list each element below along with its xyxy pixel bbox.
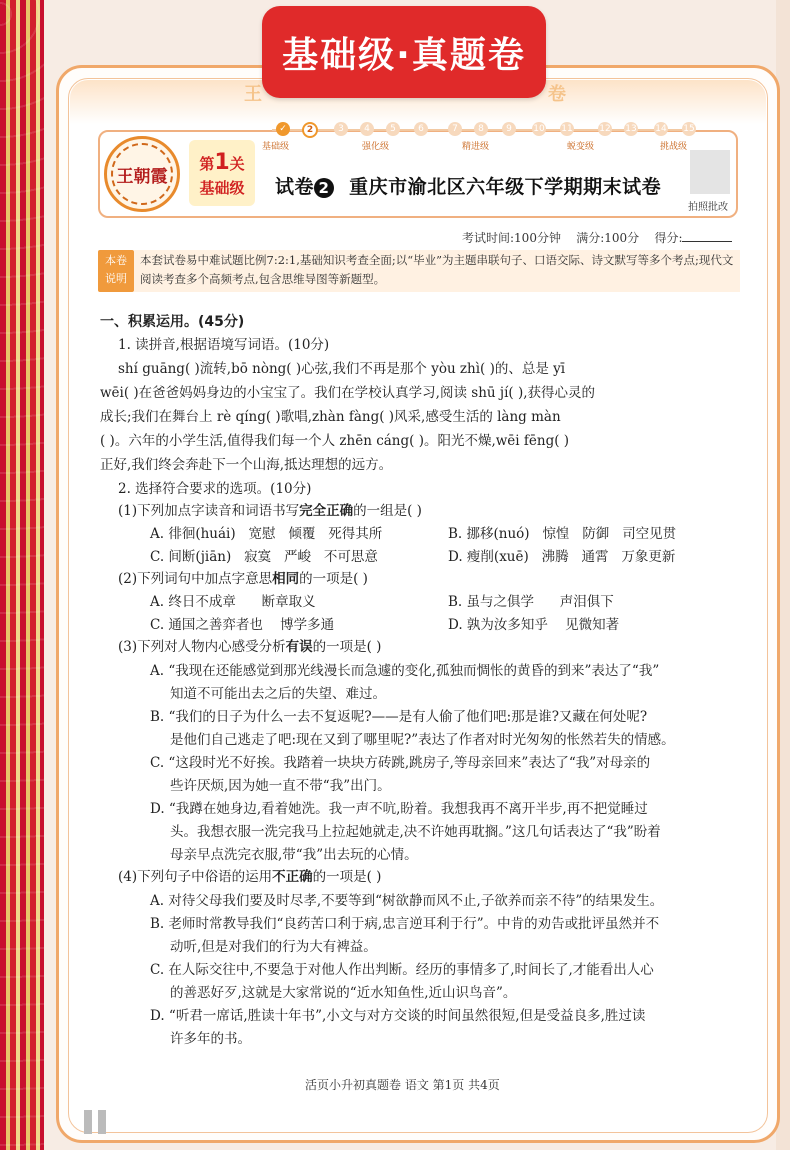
sub-question-text: (4)下列句子中俗语的运用 (118, 869, 273, 885)
level-badge (189, 140, 255, 206)
sub-question-1 (118, 499, 422, 519)
exam-title (275, 172, 661, 199)
stage-label: 蜕变级 (567, 142, 595, 152)
level-number: 1 (214, 150, 230, 175)
progress-step: 11 (561, 124, 573, 134)
binding-tabs (84, 1110, 116, 1134)
ghost-text-right: 卷 (548, 84, 566, 105)
exam-prefix: 试卷 (275, 176, 315, 198)
option-line: 些许厌烦,因为她一直不带“我”出门。 (170, 778, 391, 794)
note-tag-line1: 本卷 (105, 254, 127, 267)
level-progress-track (262, 122, 695, 152)
progress-step: 15 (683, 124, 695, 134)
question-1-line: 正好,我们终会奔赴下一个山海,抵达理想的远方。 (100, 457, 393, 473)
option-line: 知道不可能出去之后的失望、难过。 (170, 686, 386, 702)
option-line[interactable]: B. “我们的日子为什么一去不复返呢?——是有人偷了他们吧:那是谁?又藏在何处呢? (150, 709, 648, 725)
level-suffix: 关 (229, 155, 245, 173)
progress-step: 3 (334, 122, 348, 136)
option-line[interactable]: C. 在人际交往中,不要急于对他人作出判断。经历的事情多了,时间长了,才能看出人心 (150, 962, 654, 978)
progress-step: ✓ (276, 122, 290, 136)
sub-question-emphasis: 有误 (285, 639, 313, 655)
question-1-line: shí guāng( )流转,bō nòng( )心弦,我们不再是那个 yòu zhì( )的、总是 yī (118, 361, 566, 377)
exam-full-score: 满分:100分 (576, 231, 640, 245)
option-c[interactable]: C. 通国之善弈者也 博学多通 (150, 617, 335, 633)
section-title: 一、积累运用。(45分) (100, 314, 245, 330)
question-1-line: wēi( )在爸爸妈妈身边的小宝宝了。我们在学校认真学习,阅读 shū jí( ),获得心灵的 (100, 385, 595, 401)
option-line[interactable]: D. “听君一席话,胜读十年书”,小文与对方交谈的时间虽然很短,但是受益良多,胜过读 (150, 1008, 646, 1024)
sub-question-2 (118, 567, 368, 587)
sub-question-text: 的一项是( ) (312, 869, 382, 885)
sub-question-text: 的一项是( ) (299, 571, 368, 587)
option-line: 的善恶好歹,这就是大家常说的“近水知鱼性,近山识鸟音”。 (170, 985, 517, 1001)
qr-caption: 拍照批改 (688, 202, 728, 213)
level-name: 基础级 (199, 179, 245, 197)
stage-label: 精进级 (462, 142, 490, 152)
exam-number-badge: 2 (314, 178, 334, 198)
option-line: 母亲早点洗完衣服,带“我”出去玩的心情。 (170, 847, 418, 863)
option-line: 头。我想衣服一洗完我马上拉起她就走,决不许她再耽搁。”这几句话表达了“我”盼着 (170, 824, 661, 840)
score-field[interactable] (682, 241, 732, 242)
option-line[interactable]: D. “我蹲在她身边,看着她洗。我一声不吭,盼着。我想我再不离开半步,再不把觉睡过 (150, 801, 648, 817)
progress-step: 14 (655, 124, 667, 134)
option-a[interactable]: A. 终日不成章 断章取义 (150, 594, 316, 610)
option-line[interactable]: B. 老师时常教导我们“良药苦口利于病,忠言逆耳利于行”。中肯的劝告或批评虽然并不 (150, 916, 660, 932)
option-line: 是他们自己逃走了吧:现在又到了哪里呢?”表达了作者对时光匆匆的怅然若失的情感。 (170, 732, 675, 748)
note-tag (98, 250, 134, 292)
ghost-text-left: 王 (244, 84, 262, 105)
page-footer: 活页小升初真题卷 语文 第1页 共4页 (305, 1078, 500, 1092)
exam-meta (462, 229, 732, 246)
exam-time: 考试时间:100分钟 (462, 231, 561, 245)
option-line: 许多年的书。 (170, 1031, 251, 1047)
sub-question-text: (3)下列对人物内心感受分析 (118, 639, 286, 655)
sub-question-emphasis: 完全正确 (299, 503, 354, 519)
progress-step: 4 (360, 122, 374, 136)
progress-step: 10 (533, 124, 545, 134)
progress-step: 6 (414, 122, 428, 136)
note-text: 本套试卷易中难试题比例7:2:1,基础知识考查全面;以“毕业”为主题串联句子、口语交际、诗文默写等多个考点;现代文阅读考查多个高频考点,包含思维导图等新题型。 (134, 250, 740, 292)
sub-question-text: (2)下列词句中加点字意思 (118, 571, 273, 587)
sub-question-emphasis: 不正确 (272, 869, 313, 885)
option-b[interactable]: B. 虽与之俱学 声泪俱下 (448, 594, 614, 610)
option-line[interactable]: A. 对待父母我们要及时尽孝,不要等到“树欲静而风不止,子欲养而亲不待”的结果发生。 (150, 893, 664, 909)
sub-question-4 (118, 865, 381, 885)
progress-step: 13 (625, 124, 637, 134)
question-1-title: 1. 读拼音,根据语境写词语。(10分) (118, 337, 330, 353)
title-banner (262, 6, 546, 98)
sub-question-text: (1)下列加点字读音和词语书写 (118, 503, 300, 519)
note-tag-line2: 说明 (105, 272, 127, 285)
stage-label: 挑战级 (660, 142, 688, 152)
score-label: 得分: (654, 231, 683, 245)
option-line[interactable]: A. “我现在还能感觉到那光线漫长而急遽的变化,孤独而惆怅的黄昏的到来”表达了“我” (150, 663, 660, 679)
option-a[interactable]: A. 徘徊(huái) 宽慰 倾覆 死得其所 (150, 526, 383, 542)
option-c[interactable]: C. 间断(jiān) 寂寞 严峻 不可思意 (150, 549, 378, 565)
stage-label: 强化级 (362, 142, 390, 152)
sub-question-emphasis: 相同 (272, 571, 300, 587)
sub-question-text: 的一组是( ) (353, 503, 422, 519)
option-d[interactable]: D. 孰为汝多知乎 见微知著 (448, 617, 620, 633)
banner-title: 基础级·真题卷 (282, 34, 526, 76)
progress-step: 7 (448, 122, 462, 136)
logo-ring-icon (111, 143, 173, 205)
progress-step: 5 (386, 122, 400, 136)
sub-question-3 (118, 635, 381, 655)
option-line: 动听,但是对我们的行为大有裨益。 (170, 939, 377, 955)
question-1-line: ( )。六年的小学生活,值得我们每一个人 zhēn cáng( )。阳光不燥,wēi fēng( ) (100, 433, 570, 449)
logo-text: 王朝霞 (116, 166, 168, 187)
sub-question-text: 的一项是( ) (312, 639, 382, 655)
option-d[interactable]: D. 瘦削(xuē) 沸腾 通霄 万象更新 (448, 549, 676, 565)
question-1-line: 成长;我们在舞台上 rè qíng( )歌唱,zhàn fàng( )风采,感受生活的 làng màn (100, 409, 561, 425)
qr-code-placeholder[interactable] (690, 150, 730, 194)
publisher-logo (104, 136, 180, 212)
stage-label: 基础级 (262, 142, 290, 152)
question-2-title: 2. 选择符合要求的选项。(10分) (118, 481, 312, 497)
progress-step: 9 (502, 122, 516, 136)
option-line[interactable]: C. “这段时光不好挨。我踏着一块块方砖跳,跳房子,等母亲回来”表达了“我”对母亲的 (150, 755, 651, 771)
level-prefix: 第 (199, 155, 215, 173)
left-decorative-border (0, 0, 44, 1150)
progress-step: 8 (474, 122, 488, 136)
option-b[interactable]: B. 挪移(nuó) 惊惶 防御 司空见贯 (448, 526, 677, 542)
exam-title-text: 重庆市渝北区六年级下学期期末试卷 (349, 176, 662, 198)
progress-step: 2 (302, 122, 318, 138)
progress-step: 12 (599, 124, 611, 134)
